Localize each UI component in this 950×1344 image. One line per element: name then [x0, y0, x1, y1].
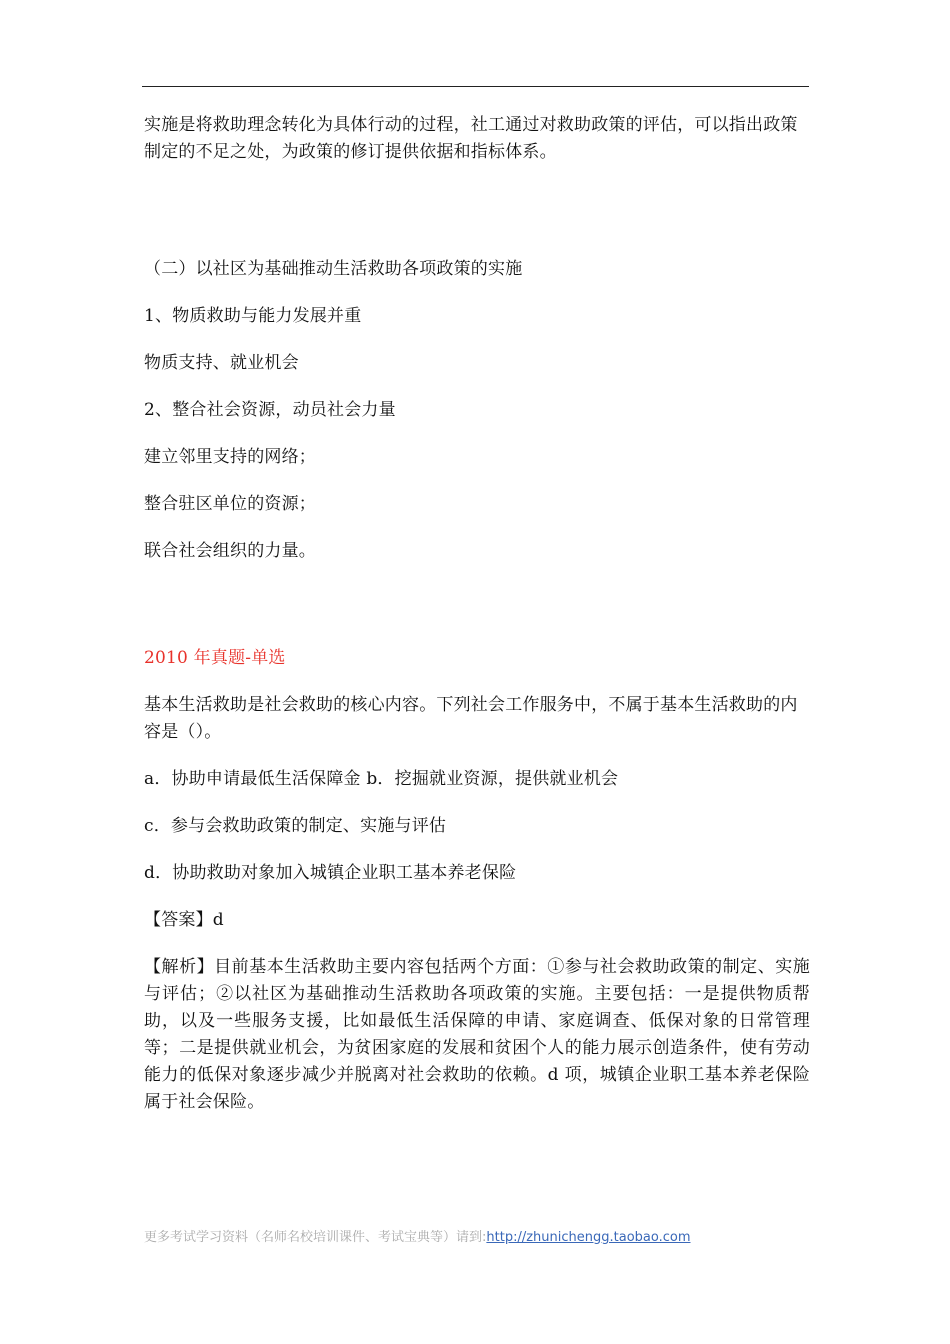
section-item-1: 1、物质救助与能力发展并重	[144, 306, 362, 326]
exam-answer: 【答案】d	[144, 910, 224, 930]
section-item-2: 物质支持、就业机会	[144, 353, 299, 373]
exam-analysis: 【解析】目前基本生活救助主要内容包括两个方面：①参与社会救助政策的制定、实施与评估；②以社区为基础推动生活救助各项政策的实施。主要包括：一是提供物质帮助，以及一些服务支援，比如最低生活保障的申请、家庭调查、低保对象的日常管理等；二是提供就业机会，为贫困家庭的发展和贫困个人的能力展示创造条件，使有劳动能力的低保对象逐步减少并脱离对社会救助的依赖。d 项，城镇企业职工基本养老保险属于社会保险。	[144, 957, 810, 1112]
exam-title: 2010 年真题-单选	[144, 648, 286, 668]
section-item-6: 联合社会组织的力量。	[144, 541, 316, 561]
footer-link[interactable]: http://zhunichengg.taobao.com	[486, 1230, 691, 1245]
section-heading: （二）以社区为基础推动生活救助各项政策的实施	[144, 259, 523, 279]
exam-question: 基本生活救助是社会救助的核心内容。下列社会工作服务中，不属于基本生活救助的内容是（）。	[144, 695, 798, 742]
header-rule	[142, 86, 809, 87]
document-body	[144, 112, 810, 1116]
intro-paragraph: 实施是将救助理念转化为具体行动的过程，社工通过对救助政策的评估，可以指出政策制定的不足之处，为政策的修订提供依据和指标体系。	[144, 115, 798, 162]
exam-option-d: d．协助救助对象加入城镇企业职工基本养老保险	[144, 863, 517, 883]
section-item-4: 建立邻里支持的网络；	[144, 447, 316, 467]
footer	[144, 1226, 691, 1245]
section-item-5: 整合驻区单位的资源；	[144, 494, 316, 514]
exam-option-c: c．参与会救助政策的制定、实施与评估	[144, 816, 447, 836]
section-item-3: 2、整合社会资源，动员社会力量	[144, 400, 396, 420]
exam-option-ab: a．协助申请最低生活保障金 b．挖掘就业资源，提供就业机会	[144, 769, 619, 789]
footer-text: 更多考试学习资料（名师名校培训课件、考试宝典等）请到:	[144, 1230, 487, 1245]
